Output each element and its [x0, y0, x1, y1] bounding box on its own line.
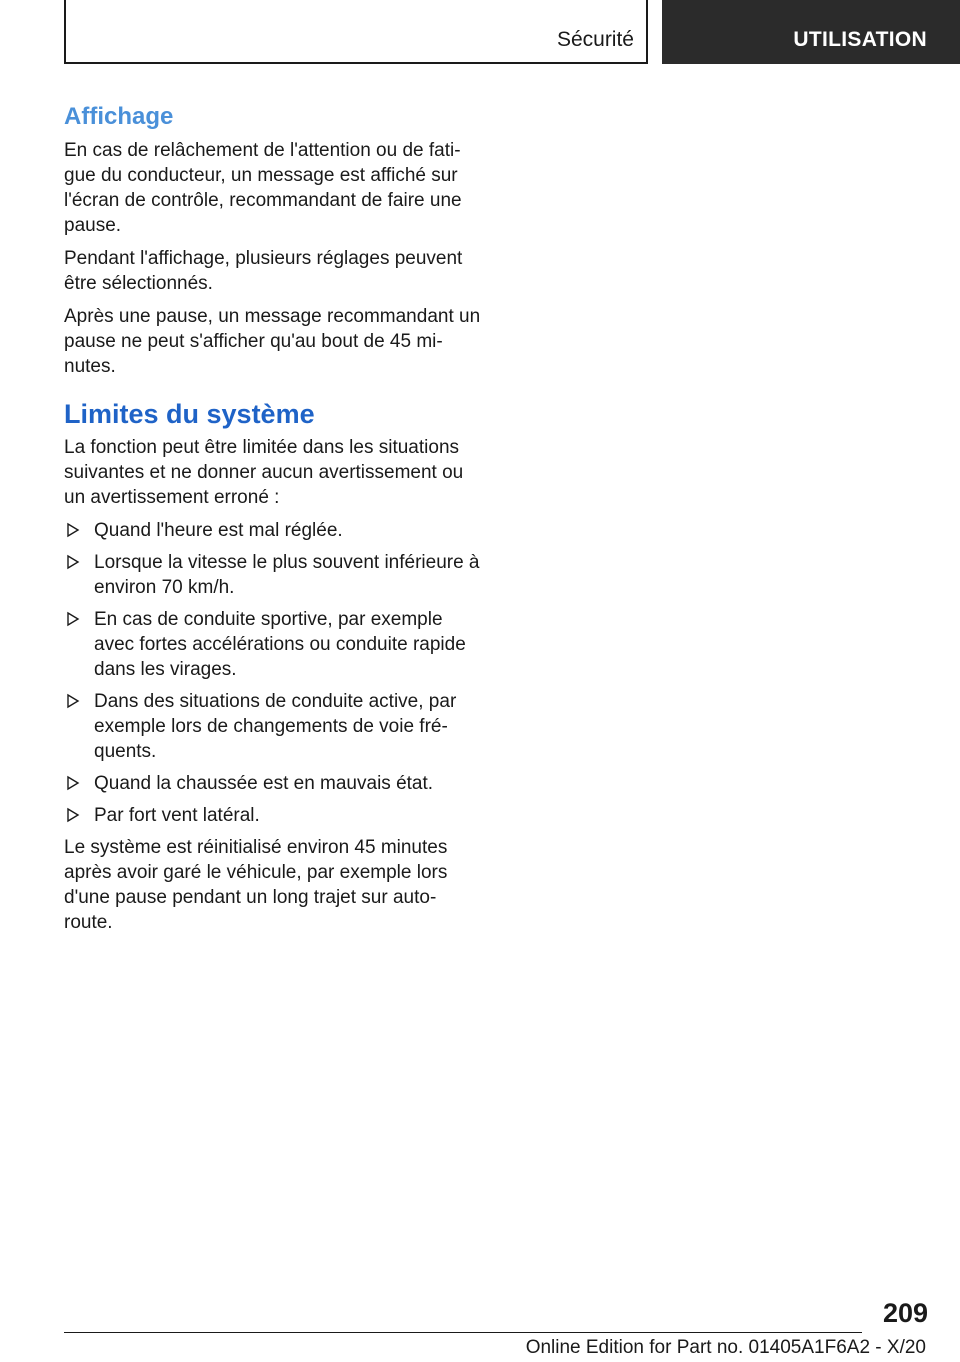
paragraph-affichage-1: En cas de relâchement de l'attention ou de fati-gue du conducteur, un message est affiché sur l'écran de contrôle, recommandant de faire une pause.: [64, 140, 462, 236]
list-item: [64, 803, 484, 828]
list-item: [64, 607, 484, 682]
bullet-list: [64, 518, 484, 828]
list-item: [64, 518, 484, 543]
list-item-text: Lorsque la vitesse le plus souvent inférieure à environ 70 km/h.: [94, 552, 480, 598]
triangle-bullet-icon: [66, 611, 80, 627]
page-number: 209: [882, 1298, 928, 1328]
header-chapter-tab[interactable]: [662, 0, 960, 64]
header-section-title: Sécurité: [556, 28, 634, 51]
list-item: [64, 689, 484, 764]
footer-divider: [64, 1332, 862, 1333]
triangle-bullet-icon: [66, 807, 80, 823]
list-item-text: Quand l'heure est mal réglée.: [94, 520, 343, 541]
paragraph-affichage-3: Après une pause, un message recommandant un pause ne peut s'afficher qu'au bout de 45 mi-nutes.: [64, 306, 481, 377]
list-item: [64, 771, 484, 796]
list-item-text: Dans des situations de conduite active, par exemple lors de changements de voie fré-quents.: [94, 691, 457, 762]
list-item-text: Quand la chaussée est en mauvais état.: [94, 773, 434, 794]
list-item-text: En cas de conduite sportive, par exemple avec fortes accélérations ou conduite rapide dans les virages.: [94, 609, 466, 680]
paragraph-limites-intro: La fonction peut être limitée dans les situations suivantes et ne donner aucun avertissement ou un avertissement erroné :: [64, 437, 464, 508]
paragraph-limites-outro: Le système est réinitialisé environ 45 minutes après avoir garé le véhicule, par exemple lors d'une pause pendant un long trajet sur auto-route.: [64, 837, 448, 933]
heading-limites: Limites du système: [64, 399, 315, 429]
heading-affichage: Affichage: [64, 103, 174, 130]
triangle-bullet-icon: [66, 693, 80, 709]
triangle-bullet-icon: [66, 775, 80, 791]
list-item: [64, 550, 484, 600]
header-chapter-label: UTILISATION: [793, 28, 927, 51]
footer-edition-text: Online Edition for Part no. 01405A1F6A2 - X/20: [525, 1337, 926, 1358]
list-item-text: Par fort vent latéral.: [94, 805, 260, 826]
triangle-bullet-icon: [66, 522, 80, 538]
paragraph-affichage-2: Pendant l'affichage, plusieurs réglages peuvent être sélectionnés.: [64, 248, 463, 294]
main-content: [64, 100, 484, 943]
triangle-bullet-icon: [66, 554, 80, 570]
